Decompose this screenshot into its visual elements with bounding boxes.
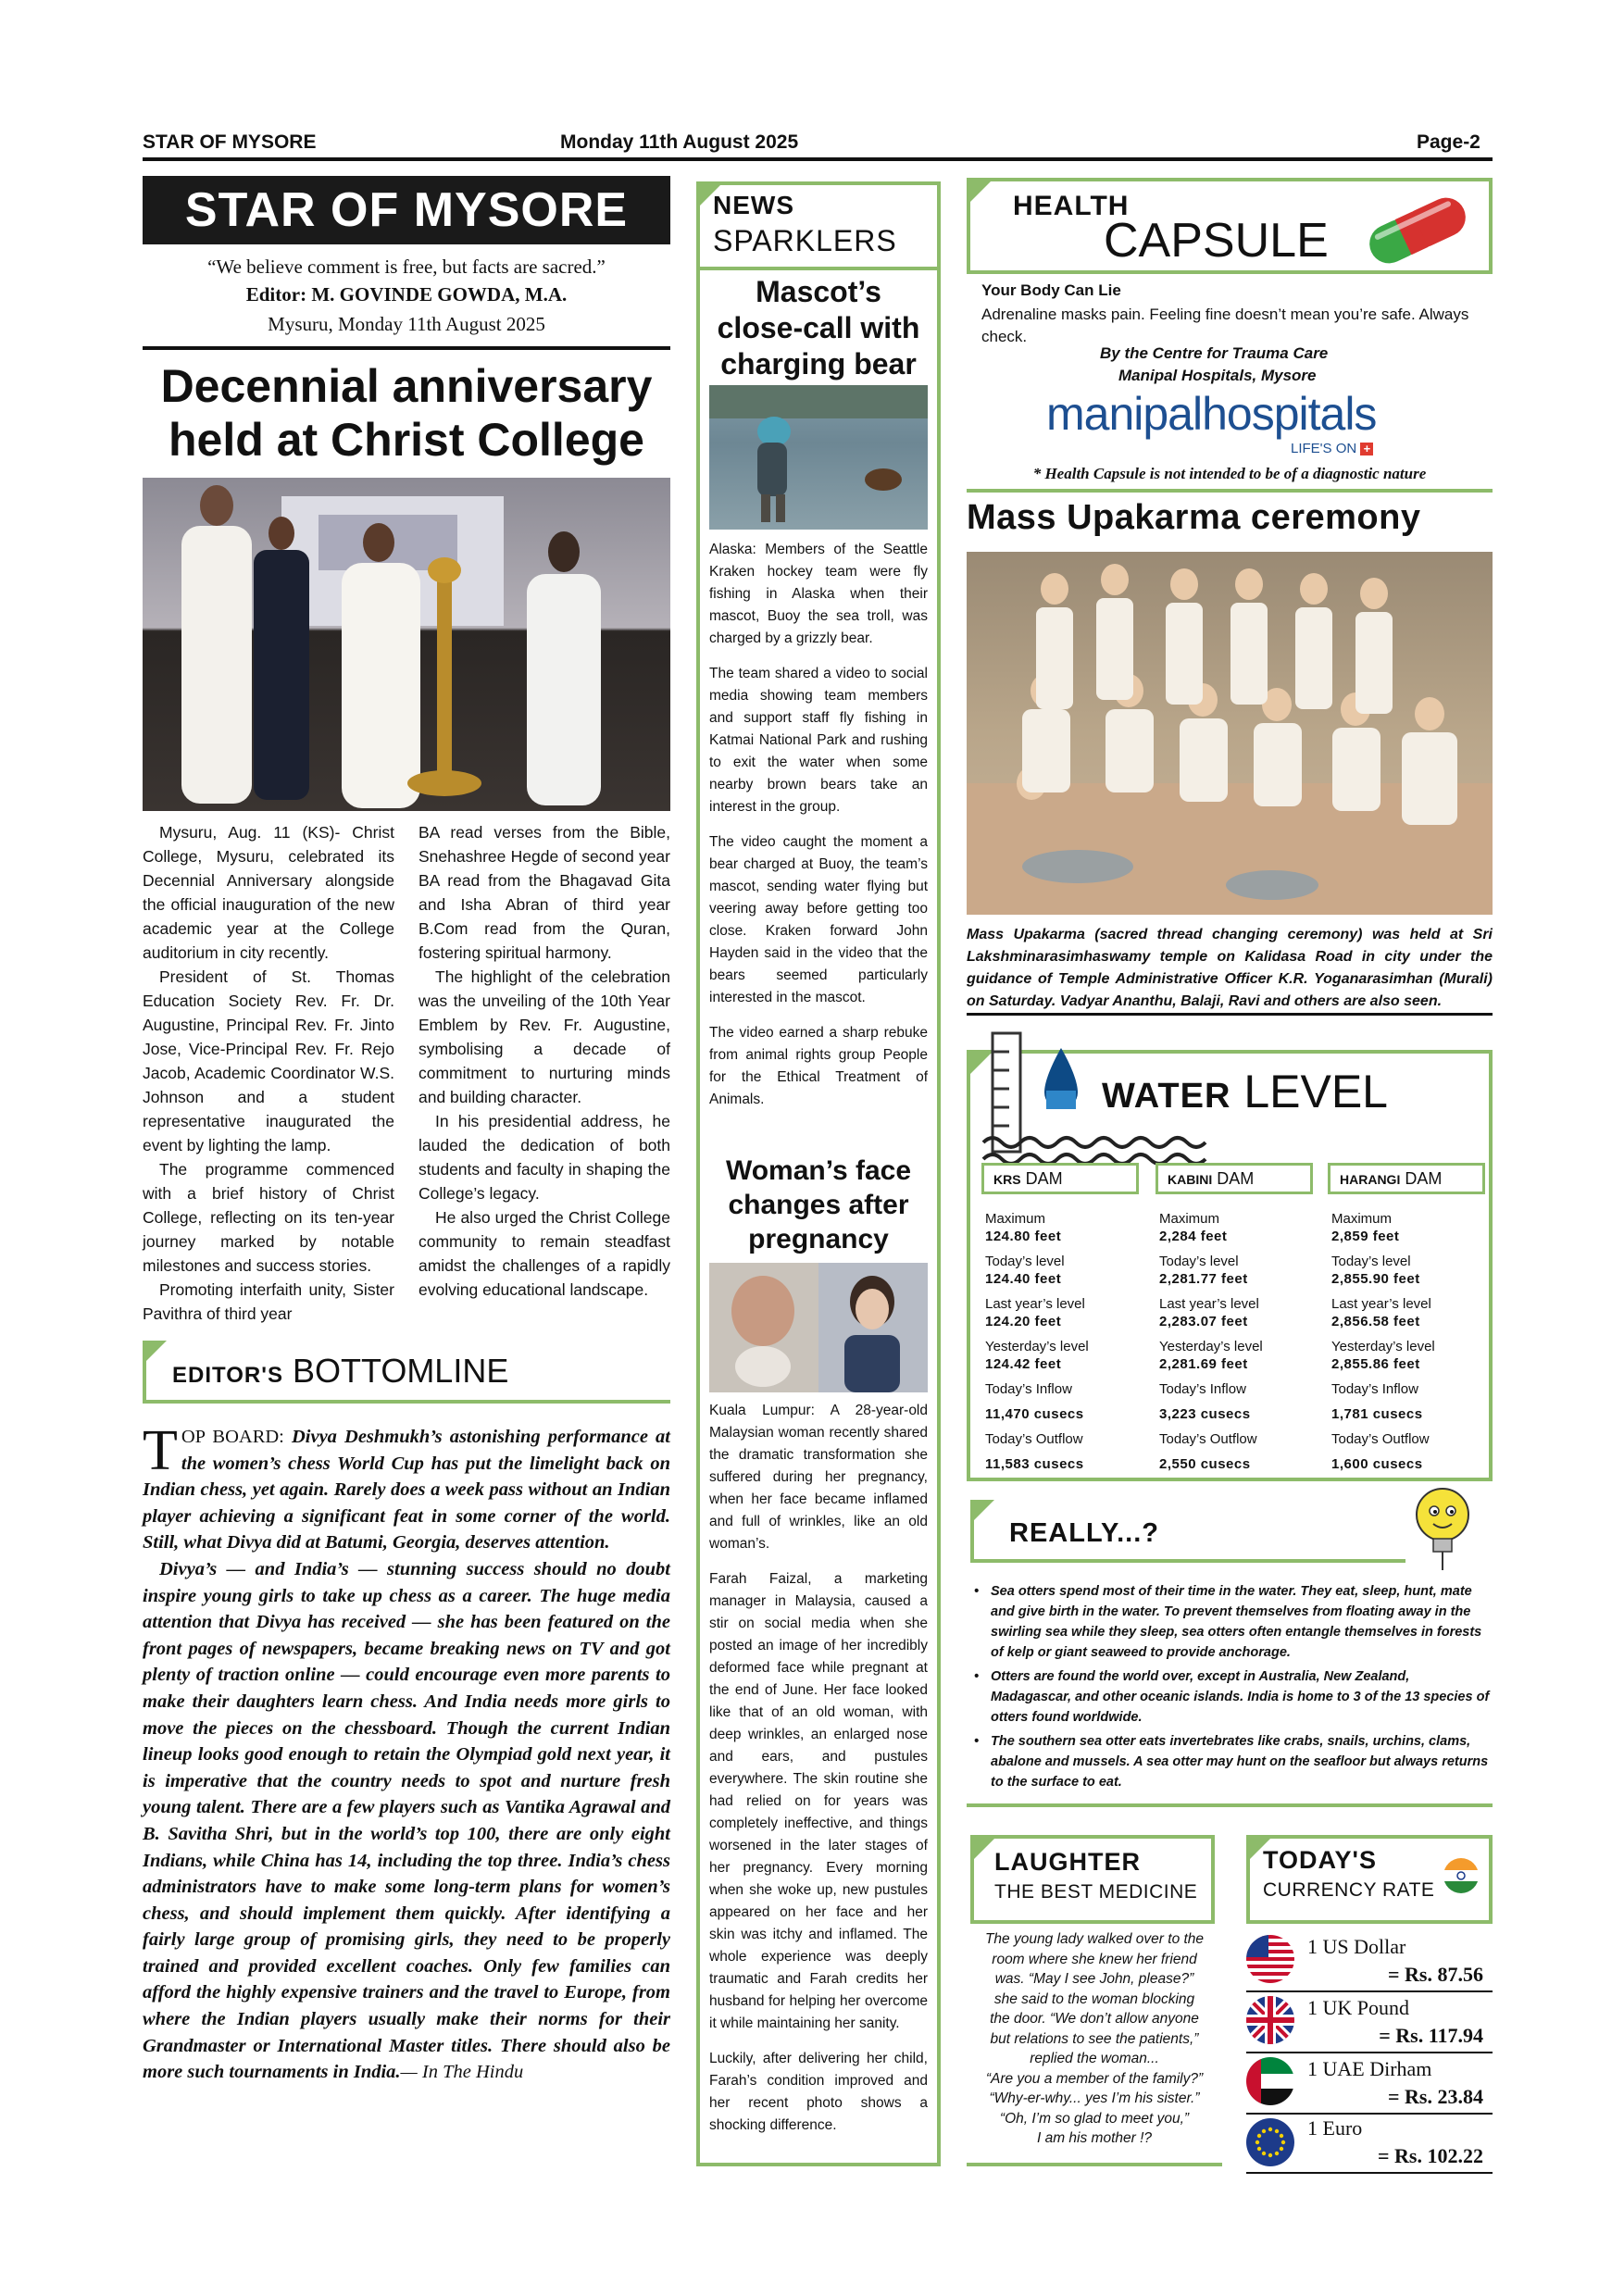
health-capsule-credit1: By the Centre for Trauma Care — [1100, 344, 1329, 362]
wl-label: Today’s Inflow — [1331, 1381, 1418, 1397]
health-capsule-disclaimer: * Health Capsule is not intended to be of a diagnostic nature — [1032, 465, 1427, 482]
harangi-dam-heading — [1328, 1163, 1485, 1194]
editorial-source-dash: — — [400, 2062, 422, 2083]
mascot-story — [709, 539, 928, 1124]
editorial-text: Divya’s — and India’s — stunning success should no doubt inspire young girls to take up chess as a career. The huge media attention that Divya has received — she has been featured on the front pages of newspapers, became breaking news on TV and got plenty of traction online — could encourage even more parents to make their daughters learn chess. And India needs more girls to move the pieces on the chessboard. Though the current Indian lineup looks good enough to retain the Olympiad gold next year, it is imperative that the country needs to spot and nurture fresh young talent. There are a few players such as Vantika Agrawal and B. Savitha Shri, but in the world’s top 100, there are only eight Indians, while China has 14, including the top three. India’s chess administrators have to make some long-term plans for women’s chess, and should implement them quickly. After identifying a fairly large group of promising girls, they need to be properly trained and provided excellent coaches. Only few families can afford the highly expensive trainers and the travel to Europe, from where the Indian players usually make their norms for their Grandmaster or International Master titles. There should also be more such tournaments in India. — [143, 1558, 670, 2083]
wl-value: 11,583 cusecs — [985, 1456, 1084, 1472]
joke-line: the door. “We don’t allow anyone — [990, 2011, 1199, 2027]
editorial-dropcap: T — [143, 1419, 178, 1482]
pregnancy-paragraph: Kuala Lumpur: A 28-year-old Malaysian woman recently shared the dramatic transformation she suffered during her pregnancy, when her face became inflamed and full of wrinkles, like an old woman’s. — [709, 1403, 928, 1552]
wl-value: 11,470 cusecs — [985, 1406, 1084, 1422]
joke-line: “Are you a member of the family?” — [985, 2070, 1204, 2087]
currency-label-bold: TODAY'S — [1263, 1846, 1377, 1874]
wl-value: 1,600 cusecs — [1331, 1456, 1423, 1472]
main-story-paragraph: President of St. Thomas Education Society Rev. Fr. Dr. Augustine, Principal Rev. Fr. Jinto Jose, Vice-Principal Rev. Fr. Rejo Jacob, Academic Coordinator W.S. Johnson and a student representative inaugurated the event by lighting the lamp. — [143, 967, 394, 1154]
editorial-source: In The Hindu — [421, 2062, 524, 2083]
currency-unit: 1 UK Pound — [1307, 1996, 1410, 2019]
health-capsule-rule — [967, 489, 1493, 493]
wl-value: 2,284 feet — [1159, 1229, 1228, 1244]
editorial-label — [172, 1352, 508, 1391]
currency-value: = Rs. 102.22 — [1378, 2144, 1483, 2167]
editorial-label-text: BOTTOMLINE — [292, 1352, 509, 1390]
health-capsule-credit2: Manipal Hospitals, Mysore — [1118, 367, 1317, 384]
health-capsule-tab — [970, 181, 991, 202]
wl-label: Yesterday’s level — [985, 1339, 1089, 1354]
header-date: Monday 11th August 2025 — [560, 131, 799, 153]
currency-bottom-rule — [1246, 2172, 1493, 2174]
joke-line: “Oh, I’m so glad to meet you,” — [999, 2110, 1190, 2127]
wl-value: 1,781 cusecs — [1331, 1406, 1423, 1422]
manipal-logo: manipalhospitals — [1046, 388, 1377, 440]
wl-value: 2,281.77 feet — [1159, 1271, 1248, 1287]
bottom-green-rule — [967, 2163, 1222, 2166]
header-paper-name: STAR OF MYSORE — [143, 131, 317, 153]
pregnancy-paragraph: Farah Faizal, a marketing manager in Malaysia, caused a stir on social media when she posted an image of her incredibly deformed face while pregnant at the end of June. Her face looked like that of an old woman, with deep wrinkles, an enlarged nose and ears, and pustules everywhere. The skin routine she had relied on for years was completely ineffective, and things worsened in the later stages of her pregnancy. Every morning when she woke up, new pustules appeared on her face and her skin was itchy and inflamed. The whole experience was deeply traumatic and Farah credits her husband for helping her overcome it while maintaining her sanity. — [709, 1571, 928, 2031]
laughter-tab — [974, 1839, 994, 1859]
mascot-paragraph: The team shared a video to social media showing team members and support staff fly fishing in Katmai National Park and rushing to exit the water when some nearby brown bears take an interest in the group. — [709, 666, 928, 815]
main-story-photo — [143, 478, 670, 811]
us-flag-icon — [1246, 1935, 1294, 1983]
really-fact: • Otters are found the world over, except in Australia, New Zealand, Madagascar, and other oceanic islands. India is home to 3 of the 13 species of otters found worldwide. — [974, 1669, 1490, 1725]
uae-flag-icon — [1246, 2057, 1294, 2105]
wl-label: Today’s Outflow — [1159, 1431, 1257, 1447]
masthead-editor: Editor: M. GOVINDE GOWDA, M.A. — [245, 283, 568, 306]
main-story-paragraph: In his presidential address, he lauded the dedication of both students and faculty in shaping the College’s legacy. — [418, 1112, 670, 1203]
currency-unit: 1 US Dollar — [1307, 1935, 1406, 1958]
header-rule — [143, 157, 1493, 161]
laughter-label-bold: LAUGHTER — [994, 1848, 1141, 1876]
wl-label: Maximum — [1159, 1211, 1220, 1227]
manipal-plus-icon: + — [1360, 443, 1373, 455]
joke-line: The young lady walked over to the — [984, 1931, 1205, 1947]
masthead-dateline: Mysuru, Monday 11th August 2025 — [268, 313, 545, 335]
editorial-label-tab — [146, 1341, 167, 1361]
health-capsule-label: CAPSULE — [1104, 214, 1329, 268]
main-story-col1 — [143, 820, 394, 1326]
water-level-label-bold: WATER — [1102, 1077, 1231, 1116]
main-headline: Decennial anniversary held at Christ College — [160, 360, 653, 466]
really-facts — [974, 1581, 1493, 1792]
really-tab — [974, 1500, 994, 1520]
wl-value: 2,281.69 feet — [1159, 1356, 1248, 1372]
wl-value: 124.40 feet — [985, 1271, 1062, 1287]
wl-value: 3,223 cusecs — [1159, 1406, 1251, 1422]
laughter-joke — [967, 1929, 1222, 2149]
really-fact-text: Sea otters spend most of their time in the water. They eat, sleep, hunt, mate and give birth in the water. To prevent themselves from floating away in the swirling sea while they sleep, sea otters often entangle themselves in forests of kelp or giant seaweed to provide anchorage. — [991, 1584, 1482, 1660]
news-sparklers-label-bold: NEWS — [713, 191, 794, 219]
wl-label: Last year’s level — [1159, 1296, 1259, 1312]
wl-label: Today’s Inflow — [1159, 1381, 1246, 1397]
krs-dam-column — [985, 1207, 1150, 1473]
kabini-dam-name: KABINI — [1168, 1172, 1213, 1187]
currency-divider — [1246, 1990, 1493, 1992]
mascot-paragraph: The video earned a sharp rebuke from animal rights group People for the Ethical Treatment of Animals. — [709, 1025, 928, 1107]
editorial-paragraph — [143, 1556, 670, 2086]
pregnancy-story — [709, 1400, 928, 2150]
masthead-title-bar — [143, 176, 670, 244]
manipal-logo-tagline: LIFE'S ON — [1291, 441, 1357, 456]
currency-value: = Rs. 87.56 — [1388, 1963, 1483, 1986]
wl-label: Yesterday’s level — [1331, 1339, 1435, 1354]
upakarma-rule — [967, 1013, 1493, 1016]
harangi-dam-suffix: DAM — [1405, 1169, 1443, 1188]
really-fact-text: The southern sea otter eats invertebrates like crabs, snails, urchins, clams, abalone and mussels. A sea otter may hunt on the seafloor but always returns to the surface to eat. — [991, 1734, 1489, 1790]
currency-unit: 1 UAE Dirham — [1307, 2057, 1432, 2080]
really-label: REALLY...? — [1009, 1518, 1160, 1548]
mascot-photo — [709, 385, 928, 530]
eu-flag-icon — [1246, 2118, 1294, 2166]
harangi-dam-name: HARANGI — [1340, 1172, 1401, 1187]
water-level-label-text: LEVEL — [1243, 1066, 1388, 1117]
main-story-paragraph: Mysuru, Aug. 11 (KS)- Christ College, Mysuru, celebrated its Decennial Anniversary alongside the official inauguration of the new academic year at the College auditorium in city recently. — [143, 823, 394, 962]
joke-line: but relations to see the patients,” — [990, 2030, 1199, 2047]
wl-label: Yesterday’s level — [1159, 1339, 1263, 1354]
currency-divider — [1246, 2052, 1493, 2053]
wl-value: 2,859 feet — [1331, 1229, 1400, 1244]
editorial-lead: OP BOARD: — [181, 1427, 284, 1447]
wl-value: 2,550 cusecs — [1159, 1456, 1251, 1472]
really-fact: • The southern sea otter eats invertebrates like crabs, snails, urchins, clams, abalone and mussels. A sea otter may hunt on the seafloor but always returns to the surface to eat. — [974, 1734, 1489, 1790]
water-level-label — [1102, 1065, 1388, 1118]
masthead-title: STAR OF MYSORE — [184, 183, 629, 237]
wl-value: 2,855.86 feet — [1331, 1356, 1420, 1372]
main-story-paragraph: The highlight of the celebration was the unveiling of the 10th Year Emblem by Rev. Fr. Augustine, symbolising a decade of commitment to nurturing minds and building character. — [418, 967, 670, 1106]
joke-line: she said to the woman blocking — [993, 1990, 1195, 2007]
joke-line: I am his mother !? — [1036, 2130, 1153, 2146]
wl-value: 2,855.90 feet — [1331, 1271, 1420, 1287]
wl-label: Today’s Inflow — [985, 1381, 1072, 1397]
upakarma-headline: Mass Upakarma ceremony — [967, 498, 1421, 537]
harangi-dam-column — [1331, 1207, 1496, 1473]
health-capsule-body: Adrenaline masks pain. Feeling fine doesn’t mean you’re safe. Always check. — [981, 306, 1469, 345]
wl-label: Today’s level — [985, 1254, 1065, 1269]
masthead-rule — [143, 346, 670, 350]
joke-line: was. “May I see John, please?” — [994, 1971, 1194, 1987]
joke-line: “Why-er-why... yes I’m his sister.” — [989, 2090, 1200, 2106]
main-story-col2 — [418, 820, 670, 1302]
krs-dam-heading — [981, 1163, 1139, 1194]
wl-value: 2,856.58 feet — [1331, 1314, 1420, 1329]
currency-value: = Rs. 117.94 — [1379, 2024, 1483, 2047]
mascot-paragraph: Alaska: Members of the Seattle Kraken hockey team were fly fishing in Alaska when their mascot, Buoy the sea troll, was charged by a grizzly bear. — [709, 542, 928, 646]
upakarma-caption: Mass Upakarma (sacred thread changing ceremony) was held at Sri Lakshminarasimhaswamy temple on Kalidasa Road in city under the guidance of Temple Administrative Officer K.R. Yoganarasimhan (Murali) on Saturday. Vadyar Ananthu, Balaji, Ravi and others are also seen. — [967, 927, 1493, 1009]
wl-label: Maximum — [985, 1211, 1046, 1227]
news-sparklers-label: SPARKLERS — [713, 224, 897, 257]
pregnancy-photo — [709, 1263, 928, 1392]
masthead-tagline: “We believe comment is free, but facts are sacred.” — [207, 256, 606, 278]
currency-value: = Rs. 23.84 — [1388, 2085, 1483, 2108]
wl-label: Last year’s level — [1331, 1296, 1431, 1312]
wl-label: Today’s Outflow — [1331, 1431, 1430, 1447]
mascot-paragraph: The video caught the moment a bear charged at Buoy, the team’s mascot, sending water flying but veering away before getting too close. Kraken forward John Hayden said in the video that the bears seemed particularly interested in the mascot. — [709, 834, 928, 1005]
pregnancy-paragraph: Luckily, after delivering her child, Farah’s condition improved and her recent photo shows a shocking difference. — [709, 2051, 928, 2133]
editorial-paragraph — [143, 1419, 670, 1556]
kabini-dam-heading — [1156, 1163, 1313, 1194]
main-story-paragraph: BA read verses from the Bible, Snehashree Hegde of second year BA read from the Bhagavad Gita and Isha Abran of third year B.Com read from the Quran, fostering spiritual harmony. — [418, 823, 670, 962]
capsule-icon — [1348, 189, 1487, 272]
india-flag-icon — [1443, 1857, 1480, 1894]
main-story-paragraph: He also urged the Christ College community to remain steadfast amidst the challenges of a rapidly evolving educational landscape. — [418, 1208, 670, 1299]
main-story-paragraph: Promoting interfaith unity, Sister Pavithra of third year — [143, 1280, 394, 1323]
mascot-headline: Mascot’s close-call with charging bear — [717, 275, 920, 381]
kabini-dam-suffix: DAM — [1217, 1169, 1255, 1188]
header-page-number: Page-2 — [1417, 131, 1480, 153]
uk-flag-icon — [1246, 1996, 1294, 2044]
really-fact-text: Otters are found the world over, except in Australia, New Zealand, Madagascar, and other oceanic islands. India is home to 3 of the 13 species of otters found worldwide. — [991, 1669, 1490, 1725]
pregnancy-headline: Woman’s face changes after pregnancy — [725, 1155, 912, 1254]
lightbulb-icon — [1405, 1481, 1480, 1574]
upakarma-photo — [967, 552, 1493, 915]
laughter-label: THE BEST MEDICINE — [994, 1881, 1198, 1903]
health-capsule-heading: Your Body Can Lie — [981, 281, 1121, 299]
really-rule — [967, 1803, 1493, 1807]
krs-dam-suffix: DAM — [1025, 1169, 1063, 1188]
editorial-label-bold: EDITOR'S — [172, 1363, 283, 1388]
currency-divider — [1246, 2113, 1493, 2115]
wl-label: Last year’s level — [985, 1296, 1085, 1312]
wl-label: Today’s Outflow — [985, 1431, 1083, 1447]
health-capsule-label-bold: HEALTH — [1013, 191, 1130, 221]
kabini-dam-column — [1159, 1207, 1324, 1473]
wl-label: Today’s level — [1331, 1254, 1411, 1269]
krs-dam-name: KRS — [993, 1172, 1021, 1187]
joke-line: replied the woman... — [1030, 2051, 1159, 2066]
wl-value: 124.80 feet — [985, 1229, 1062, 1244]
currency-unit: 1 Euro — [1307, 2116, 1363, 2140]
wl-value: 124.42 feet — [985, 1356, 1062, 1372]
really-fact: • Sea otters spend most of their time in the water. They eat, sleep, hunt, mate and give birth in the water. To prevent themselves from floating away in the swirling sea while they sleep, sea otters often entangle themselves in forests of kelp or giant seaweed to provide anchorage. — [974, 1584, 1482, 1660]
main-story-paragraph: The programme commenced with a brief history of Christ College, reflecting on its ten-year journey marked by notable milestones and success stories. — [143, 1160, 394, 1275]
manipal-logo-sub — [1291, 441, 1373, 456]
editorial-text: Divya Deshmukh’s astonishing performance at the women’s chess World Cup has put the limelight back on Indian chess, yet again. Rarely does a week pass without an Indian player achieving a significant feat in some corner of the world. Still, what Divya did at Batumi, Georgia, deserves attention. — [143, 1427, 670, 1554]
wl-value: 2,283.07 feet — [1159, 1314, 1248, 1329]
wl-label: Today’s level — [1159, 1254, 1239, 1269]
joke-line: room where she knew her friend — [992, 1951, 1197, 1967]
editorial-body — [143, 1419, 670, 2086]
currency-label: CURRENCY RATE — [1263, 1879, 1435, 1901]
wl-label: Maximum — [1331, 1211, 1393, 1227]
wl-value: 124.20 feet — [985, 1314, 1062, 1329]
